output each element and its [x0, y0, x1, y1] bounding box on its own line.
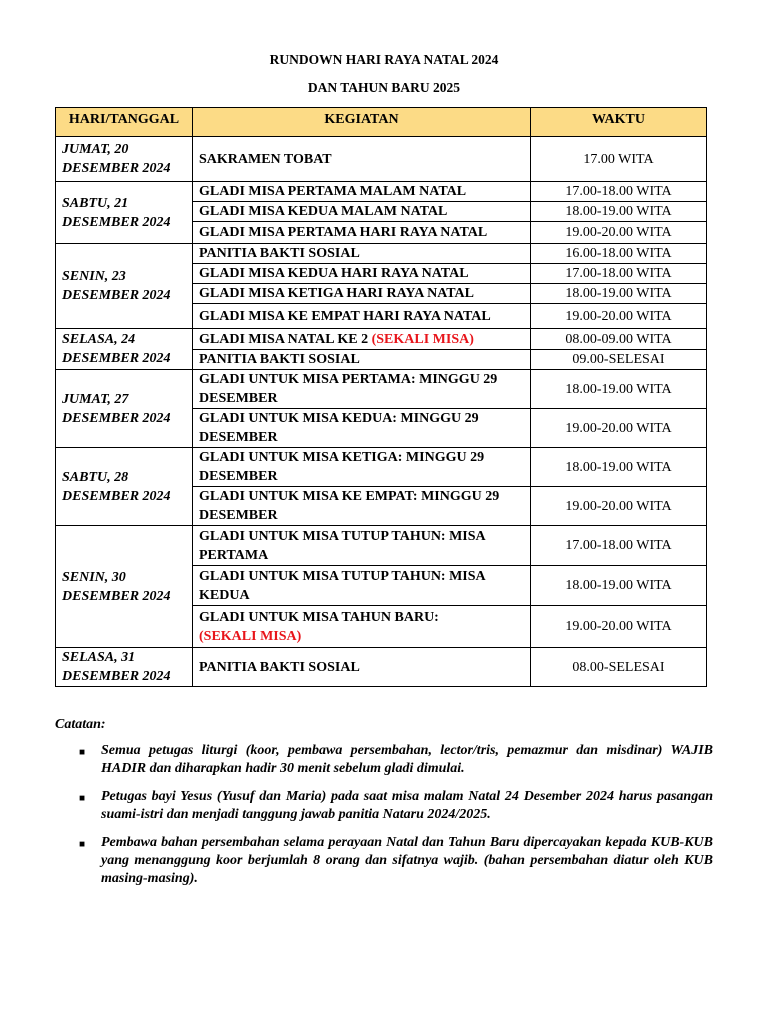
header-waktu: WAKTU — [531, 108, 707, 137]
notes-list — [75, 742, 713, 898]
day-cell: SENIN, 23 DESEMBER 2024 — [56, 244, 193, 329]
activity-cell — [193, 648, 531, 687]
table-row — [56, 648, 707, 687]
day-cell: JUMAT, 20 DESEMBER 2024 — [56, 137, 193, 182]
rundown-table — [55, 107, 707, 687]
activity-text: GLADI UNTUK MISA KE EMPAT: MINGGU 29 DESEMBER — [199, 489, 500, 523]
note-item — [75, 742, 713, 778]
day-cell: SENIN, 30 DESEMBER 2024 — [56, 526, 193, 648]
bullet-icon: ■ — [79, 793, 86, 804]
activity-text: GLADI MISA NATAL KE 2 — [199, 331, 369, 347]
activity-text: GLADI MISA PERTAMA MALAM NATAL — [199, 184, 467, 199]
activity-cell — [193, 370, 531, 409]
activity-cell — [193, 487, 531, 526]
activity-text: GLADI MISA KEDUA MALAM NATAL — [199, 204, 448, 219]
activity-cell — [193, 566, 531, 606]
activity-cell — [193, 526, 531, 566]
note-text: Petugas bayi Yesus (Yusuf dan Maria) pada saat misa malam Natal 24 Desember 2024 harus pasangan suami-istri dan menjadi tanggung jawab panitia Nataru 2024/2025. — [101, 789, 713, 822]
day-cell: JUMAT, 27 DESEMBER 2024 — [56, 370, 193, 448]
time-cell: 18.00-19.00 WITA — [531, 202, 707, 222]
day-cell: SABTU, 28 DESEMBER 2024 — [56, 448, 193, 526]
note-item — [75, 834, 713, 888]
activity-text: GLADI UNTUK MISA TUTUP TAHUN: MISA PERTAMA — [199, 528, 485, 563]
time-cell: 08.00-SELESAI — [531, 648, 707, 687]
activity-cell — [193, 329, 531, 350]
document-title: RUNDOWN HARI RAYA NATAL 2024 — [269, 52, 499, 67]
activity-cell — [193, 264, 531, 284]
highlight-note: (SEKALI MISA) — [371, 331, 474, 347]
schedule-body — [56, 137, 707, 687]
time-cell: 19.00-20.00 WITA — [531, 606, 707, 648]
table-row — [56, 137, 707, 182]
activity-text: GLADI MISA PERTAMA HARI RAYA NATAL — [199, 225, 488, 240]
activity-cell — [193, 222, 531, 244]
activity-text: GLADI UNTUK MISA KEDUA: MINGGU 29 DESEMBER — [199, 411, 479, 445]
time-cell: 19.00-20.00 WITA — [531, 304, 707, 329]
time-cell: 18.00-19.00 WITA — [531, 370, 707, 409]
activity-text: GLADI UNTUK MISA KETIGA: MINGGU 29 DESEMBER — [199, 450, 485, 484]
activity-text: GLADI UNTUK MISA TUTUP TAHUN: MISA KEDUA — [199, 568, 485, 603]
table-row — [56, 370, 707, 409]
highlight-note: (SEKALI MISA) — [199, 628, 302, 644]
table-row — [56, 182, 707, 202]
activity-text: PANITIA BAKTI SOSIAL — [199, 246, 360, 261]
time-cell: 08.00-09.00 WITA — [531, 329, 707, 350]
table-row — [56, 244, 707, 264]
activity-text: GLADI MISA KE EMPAT HARI RAYA NATAL — [199, 308, 491, 324]
activity-text: GLADI MISA KETIGA HARI RAYA NATAL — [199, 286, 475, 301]
header-hari-tanggal: HARI/TANGGAL — [56, 108, 193, 137]
day-cell: SABTU, 21 DESEMBER 2024 — [56, 182, 193, 244]
activity-text: GLADI MISA KEDUA HARI RAYA NATAL — [199, 266, 469, 281]
activity-cell — [193, 137, 531, 182]
time-cell: 17.00 WITA — [531, 137, 707, 182]
header-kegiatan: KEGIATAN — [193, 108, 531, 137]
time-cell: 17.00-18.00 WITA — [531, 526, 707, 566]
time-cell: 19.00-20.00 WITA — [531, 487, 707, 526]
activity-cell — [193, 284, 531, 304]
time-cell: 17.00-18.00 WITA — [531, 182, 707, 202]
activity-cell — [193, 182, 531, 202]
table-row — [56, 329, 707, 350]
time-cell: 17.00-18.00 WITA — [531, 264, 707, 284]
activity-text: PANITIA BAKTI SOSIAL — [199, 352, 360, 367]
activity-cell — [193, 244, 531, 264]
time-cell: 16.00-18.00 WITA — [531, 244, 707, 264]
note-text: Pembawa bahan persembahan selama perayaan Natal dan Tahun Baru dipercayakan kepada KUB-KUB yang menanggung koor berjumlah 8 orang dan sifatnya wajib. (bahan persembahan diatur oleh KUB masing-masing). — [101, 835, 713, 886]
time-cell: 19.00-20.00 WITA — [531, 409, 707, 448]
activity-cell — [193, 409, 531, 448]
document-subtitle: DAN TAHUN BARU 2025 — [307, 80, 461, 95]
time-cell: 18.00-19.00 WITA — [531, 284, 707, 304]
activity-text: PANITIA BAKTI SOSIAL — [199, 659, 360, 675]
time-cell: 18.00-19.00 WITA — [531, 566, 707, 606]
activity-text: SAKRAMEN TOBAT — [199, 151, 332, 167]
table-row — [56, 448, 707, 487]
activity-cell — [193, 606, 531, 648]
note-item — [75, 788, 713, 824]
activity-cell — [193, 448, 531, 487]
day-cell: SELASA, 24 DESEMBER 2024 — [56, 329, 193, 370]
day-cell: SELASA, 31 DESEMBER 2024 — [56, 648, 193, 687]
activity-cell — [193, 202, 531, 222]
activity-cell — [193, 304, 531, 329]
table-header-row — [56, 108, 707, 137]
activity-text: GLADI UNTUK MISA PERTAMA: MINGGU 29 DESEMBER — [199, 372, 498, 406]
notes-label: Catatan: — [55, 717, 106, 732]
time-cell: 18.00-19.00 WITA — [531, 448, 707, 487]
time-cell: 19.00-20.00 WITA — [531, 222, 707, 244]
note-text: Semua petugas liturgi (koor, pembawa persembahan, lector/tris, pemazmur dan misdinar) WAJIB HADIR dan diharapkan hadir 30 menit sebelum gladi dimulai. — [101, 743, 713, 776]
bullet-icon: ■ — [79, 839, 86, 850]
bullet-icon: ■ — [79, 747, 86, 758]
time-cell: 09.00-SELESAI — [531, 350, 707, 370]
activity-cell — [193, 350, 531, 370]
table-row — [56, 526, 707, 566]
activity-text: GLADI UNTUK MISA TAHUN BARU: — [199, 609, 439, 625]
